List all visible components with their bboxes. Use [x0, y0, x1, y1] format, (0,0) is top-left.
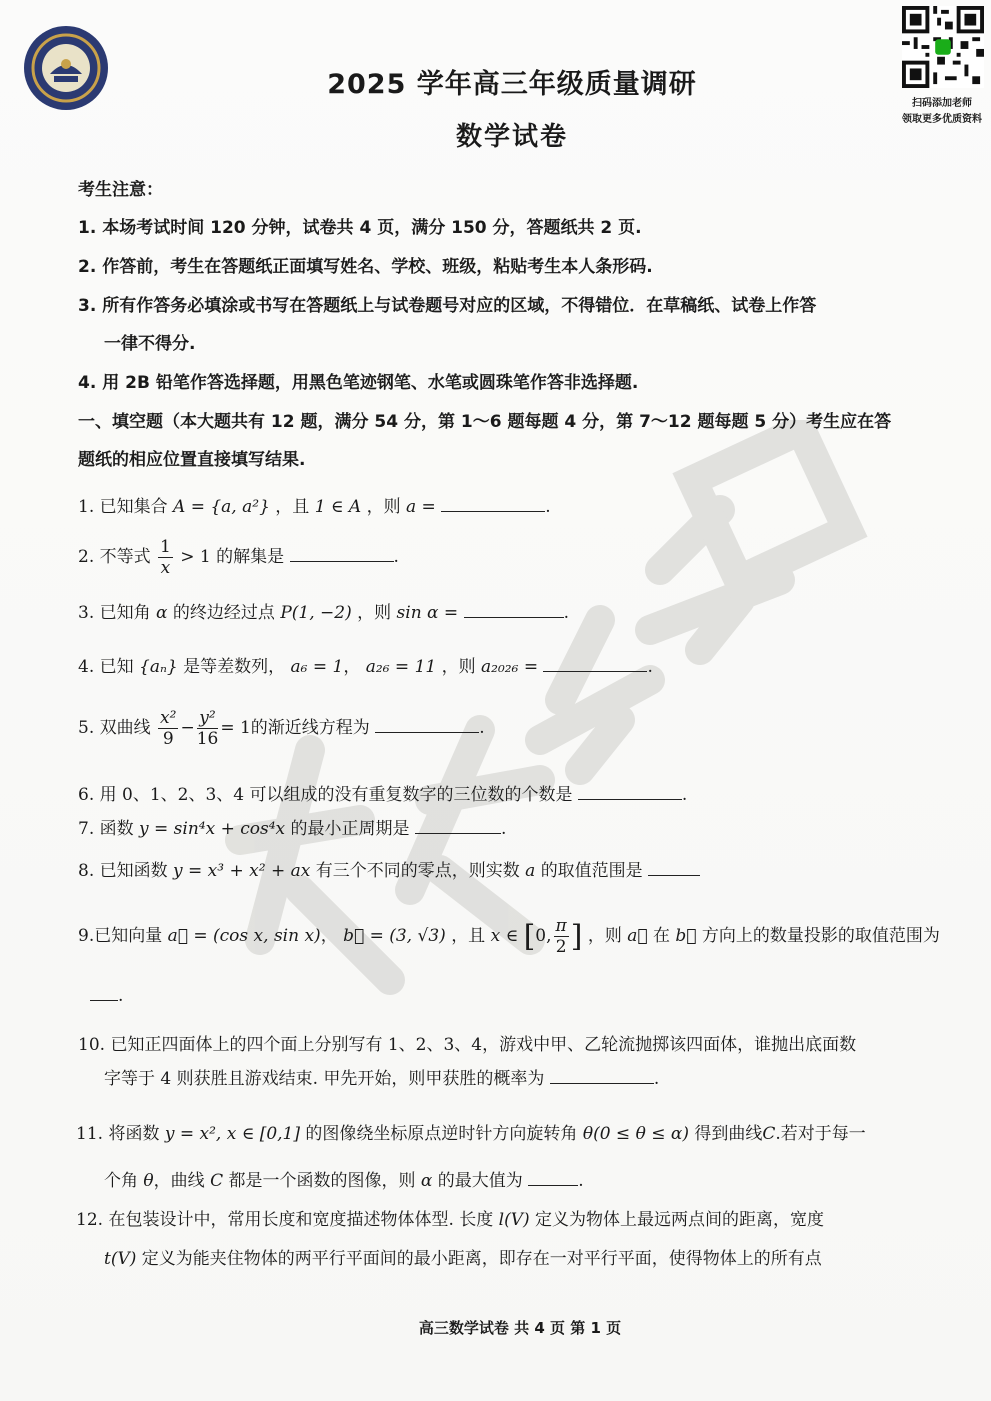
- q9-frac-pi: [554, 916, 569, 957]
- question-12-cont: [104, 1244, 822, 1269]
- q9-pi: π: [555, 916, 567, 936]
- q3-prefix: 3. 已知角: [78, 603, 151, 623]
- question-3: 3. 已知角 α 的终边经过点 P(1, −2) ，则 sin α = .: [78, 603, 569, 623]
- q11-C: C: [762, 1124, 776, 1144]
- q4-tail: ，则: [441, 657, 476, 677]
- q4-a6: a₆ = 1: [290, 657, 344, 677]
- q12-line1a: 12. 在包装设计中，常用长度和宽度描述物体体型. 长度: [76, 1210, 494, 1230]
- question-9-answer-line: .: [90, 986, 123, 1006]
- q11-line2a: 个角: [104, 1171, 138, 1191]
- q11-line2c: 都是一个函数的图像，则: [228, 1171, 416, 1191]
- q9-vec-a: a⃗ = (cos x, sin x): [167, 926, 321, 946]
- q11-theta-range: θ(0 ≤ θ ≤ α): [582, 1124, 689, 1144]
- q5-y2: y²: [197, 708, 219, 729]
- question-11-cont: 个角 θ，曲线 C 都是一个函数的图像，则 α 的最大值为 .: [104, 1171, 584, 1191]
- q7-prefix: 7. 函数: [78, 819, 134, 839]
- q8-tail: 的取值范围是: [540, 861, 643, 881]
- question-7: 7. 函数 y = sin⁴x + cos⁴x 的最小正周期是 .: [78, 819, 507, 839]
- question-12: [76, 1205, 824, 1230]
- q3-alpha: α: [156, 603, 168, 623]
- answer-blank-5[interactable]: [375, 718, 479, 733]
- notice-item-1: 1. 本场考试时间 120 分钟，试卷共 4 页，满分 150 分，答题纸共 2 页.: [78, 218, 642, 238]
- question-10-cont: 字等于 4 则获胜且游戏结束. 甲先开始，则甲获胜的概率为 .: [104, 1069, 660, 1089]
- q5-nine: 9: [162, 729, 174, 749]
- q5-x2: x²: [160, 708, 177, 728]
- q3-mid: 的终边经过点: [172, 603, 275, 623]
- q9-mid: ，且: [451, 926, 486, 946]
- q7-tail: 的最小正周期是: [290, 819, 410, 839]
- answer-blank-1[interactable]: [441, 497, 545, 512]
- q9-tail2: 在: [653, 926, 670, 946]
- answer-blank-7[interactable]: [415, 819, 501, 834]
- question-1: 1. 已知集合 A = {a, a²} ，且 1 ∈ A ，则 a = .: [78, 497, 551, 517]
- section-heading-cont: 题纸的相应位置直接填写结果.: [78, 450, 306, 470]
- question-5: 5. 双曲线 $\frac{\text{x²}}{9}$ − $\frac{\text{y²}}{16}$ = 1的渐近线方程为 .: [78, 708, 485, 749]
- q2-fraction: [158, 537, 173, 578]
- q8-func: y = x³ + x² + ax: [173, 861, 311, 881]
- q1-set: A = {a, a²}: [173, 497, 270, 517]
- section-heading: 一、填空题（本大题共有 12 题，满分 54 分，第 1～6 题每题 4 分，第 7～12 题每题 5 分）考生应在答: [78, 412, 892, 432]
- q5-frac-x: [158, 708, 178, 749]
- answer-blank-3[interactable]: [464, 603, 564, 618]
- question-11: [76, 1119, 866, 1144]
- q8-a: a: [525, 861, 536, 881]
- q9-vec-b: b⃗ = (3, √3): [343, 926, 446, 946]
- notice-item-3: 3. 所有作答务必填涂或书写在答题纸上与试卷题号对应的区域，不得错位．在草稿纸、试卷上作答: [78, 296, 817, 316]
- q2-gt: > 1: [180, 547, 211, 567]
- exam-title: 2025 学年高三年级质量调研: [327, 69, 697, 100]
- q12-tV: t(V): [104, 1249, 137, 1269]
- qr-caption-line1: 扫码添加老师: [912, 98, 972, 109]
- qr-caption-line2: 领取更多优质资料: [902, 114, 982, 125]
- q9-vb: b⃗: [675, 926, 697, 946]
- q5-frac-y: [197, 708, 219, 749]
- q11-C2: C: [210, 1171, 224, 1191]
- q3-point: P(1, −2): [280, 603, 352, 623]
- q9-prefix: 9.已知向量: [78, 926, 163, 946]
- q3-sin: sin α =: [396, 603, 459, 623]
- q9-two: 2: [555, 937, 567, 957]
- q11-theta: θ: [143, 1171, 154, 1191]
- q5-sixteen: 16: [196, 729, 219, 749]
- q1-cond: 1 ∈ A: [314, 497, 362, 517]
- q1-var: a =: [406, 497, 436, 517]
- q3-tail: ，则: [357, 603, 392, 623]
- q8-mid: 有三个不同的零点，则实数: [315, 861, 520, 881]
- q5-eq: = 1: [220, 718, 251, 738]
- answer-blank-6[interactable]: [578, 785, 682, 800]
- q7-func: y = sin⁴x + cos⁴x: [139, 819, 286, 839]
- answer-blank-4[interactable]: [543, 657, 647, 672]
- notice-item-2: 2. 作答前，考生在答题纸正面填写姓名、学校、班级，粘贴考生本人条形码.: [78, 257, 653, 277]
- answer-blank-2[interactable]: [290, 547, 394, 562]
- q11-tail2: .若对于每一: [775, 1124, 866, 1144]
- answer-blank-11[interactable]: [528, 1171, 578, 1186]
- q11-line2d: 的最大值为: [437, 1171, 523, 1191]
- q12-lV: l(V): [498, 1210, 530, 1230]
- question-6: 6. 用 0、1、2、3、4 可以组成的没有重复数字的三位数的个数是 .: [78, 785, 688, 805]
- question-2: 2. 不等式 $\frac{1}{x}$ > 1 的解集是 .: [78, 537, 399, 578]
- notice-item-3-cont: 一律不得分.: [104, 334, 196, 354]
- q4-seq: {aₙ}: [139, 657, 178, 677]
- q6-text: 6. 用 0、1、2、3、4 可以组成的没有重复数字的三位数的个数是: [78, 785, 573, 805]
- q2-frac-den: x: [160, 558, 171, 578]
- q11-alpha: α: [420, 1171, 433, 1191]
- notice-heading: 考生注意：: [78, 180, 163, 200]
- q2-frac-num: 1: [160, 537, 171, 557]
- q11-prefix: 11. 将函数: [76, 1124, 160, 1144]
- answer-blank-10[interactable]: [550, 1069, 654, 1084]
- exam-subject: 数学试卷: [455, 122, 568, 152]
- q1-prefix: 1. 已知集合: [78, 497, 168, 517]
- question-4: 4. 已知 {aₙ} 是等差数列， a₆ = 1， a₂₆ = 11 ，则 a₂₀₂₆ = .: [78, 657, 653, 677]
- q2-prefix: 2. 不等式: [78, 547, 151, 567]
- q5-prefix: 5. 双曲线: [78, 718, 151, 738]
- page-footer: 高三数学试卷 共 4 页 第 1 页: [418, 1319, 622, 1337]
- q10-line2: 字等于 4 则获胜且游戏结束. 甲先开始，则甲获胜的概率为: [104, 1069, 545, 1089]
- q9-xin: x ∈: [490, 926, 519, 946]
- q11-func: y = x², x ∈ [0,1]: [164, 1124, 301, 1144]
- q11-tail: 得到曲线: [694, 1124, 763, 1144]
- answer-blank-9[interactable]: [90, 986, 118, 1001]
- q11-line2b: ，曲线: [153, 1171, 205, 1191]
- q9-tail3: 方向上的数量投影的取值范围为: [701, 926, 940, 946]
- notice-item-4: 4. 用 2B 铅笔作答选择题，用黑色笔迹钢笔、水笔或圆珠笔作答非选择题.: [78, 373, 639, 393]
- q4-a26: a₂₆ = 11: [365, 657, 437, 677]
- q4-a2026: a₂₀₂₆ =: [481, 657, 539, 677]
- q4-prefix: 4. 已知: [78, 657, 134, 677]
- q12-line1b: 定义为物体上最远两点间的距离，宽度: [535, 1210, 825, 1230]
- q1-mid: ，且: [275, 497, 310, 517]
- question-8: [78, 856, 700, 881]
- q8-prefix: 8. 已知函数: [78, 861, 168, 881]
- q12-line2b: 定义为能夹住物体的两平行平面间的最小距离，即存在一对平行平面，使得物体上的所有点: [141, 1249, 822, 1269]
- answer-blank-8[interactable]: [648, 861, 700, 876]
- q2-tail: 的解集是: [216, 547, 285, 567]
- q5-tail: 的渐近线方程为: [250, 718, 370, 738]
- q9-int-open: 0,: [535, 926, 552, 946]
- question-10: 10. 已知正四面体上的四个面上分别写有 1、2、3、4，游戏中甲、乙轮流抛掷该四面体，谁抛出底面数: [78, 1035, 857, 1055]
- q9-va: a⃗: [627, 926, 648, 946]
- q4-mid: 是等差数列，: [183, 657, 286, 677]
- q11-mid: 的图像绕坐标原点逆时针方向旋转角: [305, 1124, 578, 1144]
- question-9: 9.已知向量 a⃗ = (cos x, sin x)， b⃗ = (3, √3) ，且 x ∈ [0, $\frac{\pi}{2}$ ] ，则 a⃗ 在 b⃗ 方向上的数量投影的取值范围为: [78, 916, 940, 957]
- q1-tail: ，则: [366, 497, 401, 517]
- q9-tail: ，则: [587, 926, 622, 946]
